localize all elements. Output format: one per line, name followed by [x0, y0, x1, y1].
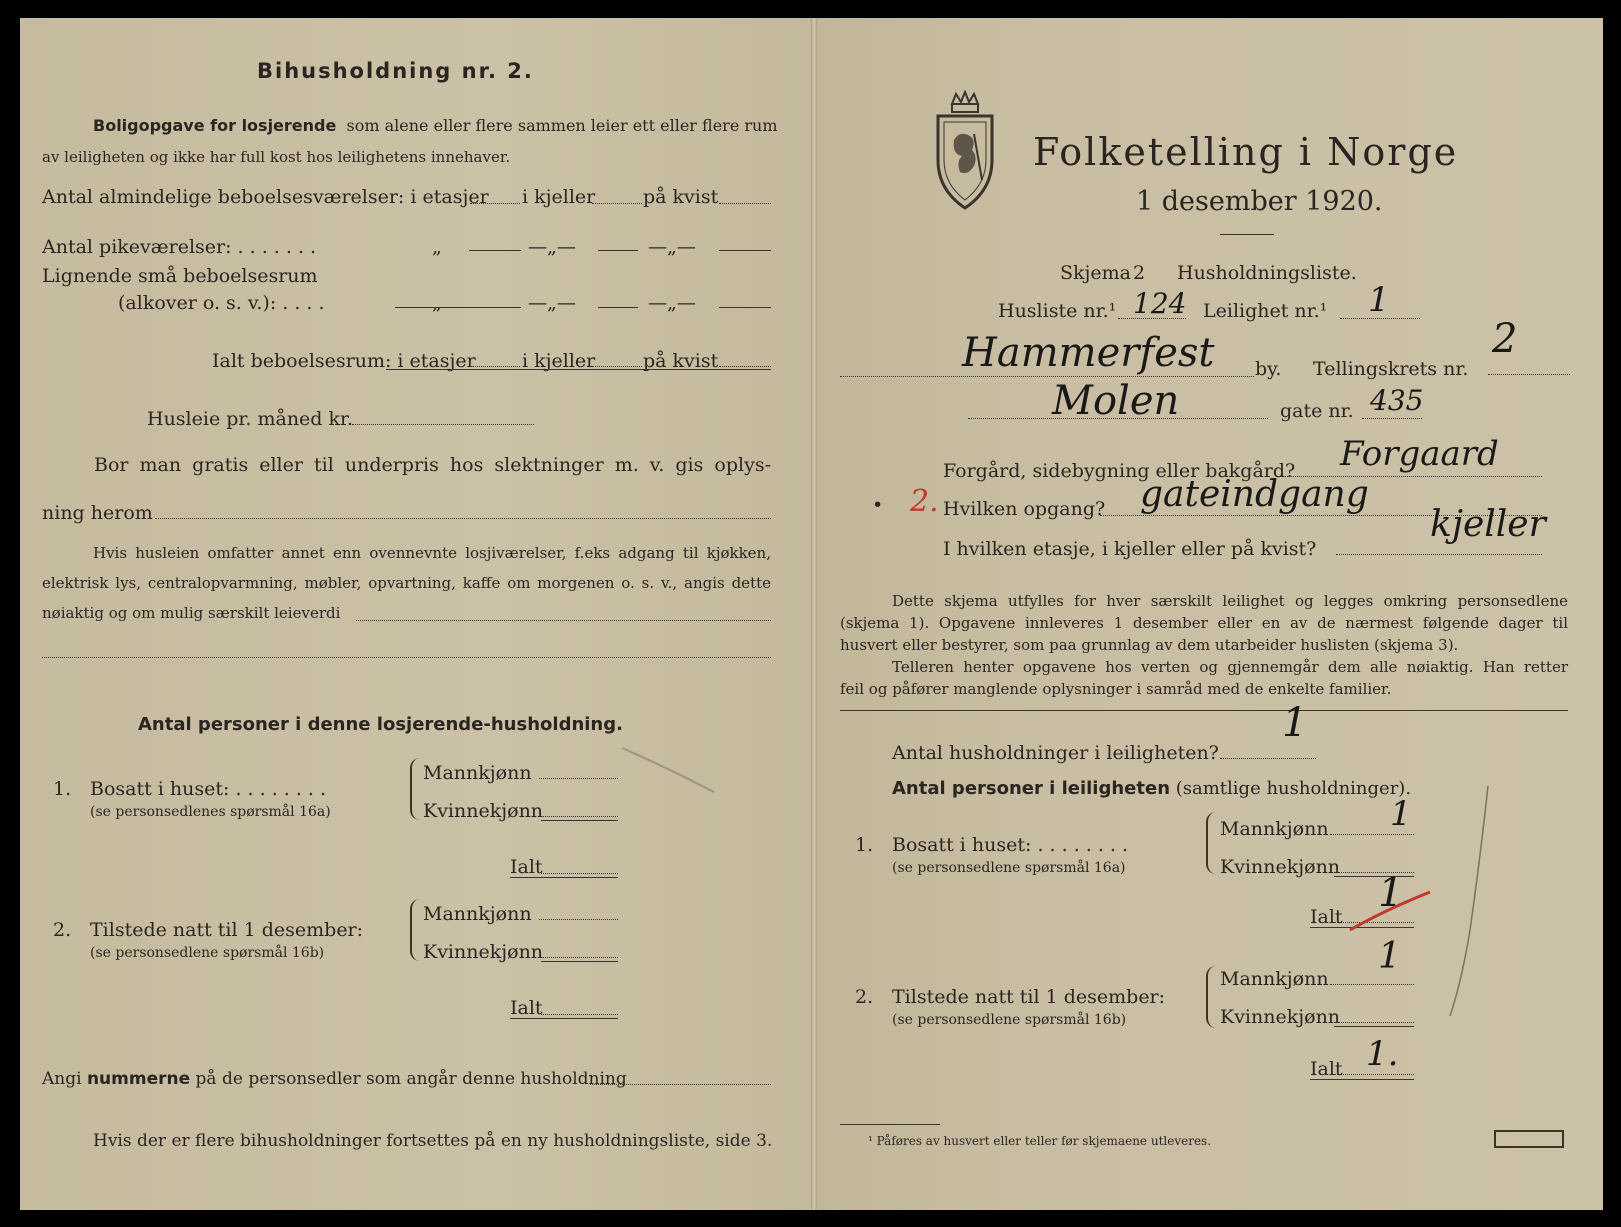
- angi-line: [42, 1068, 627, 1090]
- left-item1-label: Bosatt i huset: . . . . . . . .: [90, 778, 327, 800]
- left-item1-brace: [410, 758, 420, 820]
- left-antal-heading: Antal personer i denne losjerende-husholdning.: [138, 714, 623, 735]
- row-ialt-label: Ialt beboelsesrum: i etasjer: [212, 350, 476, 372]
- left-item2-kvinne-field[interactable]: [541, 957, 618, 958]
- footnote: ¹ Påføres av husvert eller teller før skjemaene utleveres.: [868, 1134, 1212, 1148]
- instr-5: feil og påfører manglende oplysninger i samråd med de enkelte familier.: [840, 680, 1392, 698]
- lignende-field-3[interactable]: [719, 307, 771, 308]
- left-item2-label: Tilstede natt til 1 desember:: [90, 919, 364, 941]
- ditto-3: —„—: [648, 236, 696, 258]
- right-item2-num: 2.: [855, 986, 874, 1008]
- row-antal-label: Antal almindelige beboelsesværelser: i etasjer: [42, 186, 489, 208]
- right-item2-label: Tilstede natt til 1 desember:: [892, 986, 1166, 1008]
- opgang-mark: 2.: [910, 484, 939, 519]
- intro-line2: av leiligheten og ikke har full kost hos leilighetens innehaver.: [42, 148, 511, 166]
- row-lignende-1: Lignende små beboelsesrum: [42, 265, 318, 287]
- right-item2-sub: (se personsedlene spørsmål 16b): [892, 1012, 1127, 1028]
- left-item1-sub: (se personsedlenes spørsmål 16a): [90, 804, 331, 820]
- right-item2-sum-line: [1334, 1026, 1414, 1027]
- field-kvist[interactable]: [719, 203, 771, 204]
- huslist-value[interactable]: 124: [1133, 287, 1187, 320]
- krets-value[interactable]: 2: [1492, 316, 1518, 362]
- ialt-underline: [386, 369, 771, 370]
- left-item1-ialt-field[interactable]: [541, 873, 618, 874]
- right-item2-kvinne: Kvinnekjønn: [1220, 1006, 1341, 1028]
- printer-stamp-icon: [1494, 1130, 1564, 1148]
- right-antal-bold: Antal personer i leiligheten: [892, 778, 1171, 799]
- lignende-field-1[interactable]: [395, 307, 521, 308]
- forgard-value[interactable]: Forgaard: [1340, 434, 1499, 474]
- right-item2-brace: [1206, 966, 1216, 1028]
- pencil-stroke-icon: [1440, 780, 1500, 1020]
- left-item1-kvinne-field[interactable]: [541, 816, 618, 817]
- by-field[interactable]: [840, 376, 1254, 377]
- right-item1-num: 1.: [855, 834, 874, 856]
- instr-rule: [840, 710, 1568, 711]
- instr-4: Telleren henter opgavene hos verten og gjennemgår dem alle nøiaktig. Han retter: [892, 658, 1568, 676]
- left-item1-ialt-underline: [510, 877, 618, 878]
- right-antal-line: [892, 778, 1411, 800]
- husleie-field[interactable]: [352, 424, 534, 425]
- row-bor-2: ning herom: [42, 502, 153, 524]
- right-item1-ialt-value[interactable]: 1: [1378, 870, 1404, 916]
- skjema-post: Husholdningsliste.: [1177, 262, 1357, 284]
- hush-field[interactable]: [1220, 758, 1316, 759]
- ditto-5: —„—: [528, 292, 576, 314]
- by-label: by.: [1255, 358, 1282, 380]
- ialt-label-kvist: på kvist: [643, 350, 719, 372]
- leilighet-label: Leilighet nr.¹: [1203, 300, 1328, 322]
- left-item1-mann-field[interactable]: [539, 778, 618, 779]
- right-item2-ialt: Ialt: [1310, 1058, 1343, 1080]
- page-fold: [811, 18, 817, 1210]
- right-item1-mann-field[interactable]: [1330, 834, 1414, 835]
- right-item2-mann-value[interactable]: 1: [1378, 936, 1401, 977]
- label-kvist: på kvist: [643, 186, 719, 208]
- etasje-value[interactable]: kjeller: [1430, 504, 1546, 545]
- field-etasjer[interactable]: [470, 203, 520, 204]
- forgard-label: Forgård, sidebygning eller bakgård?: [943, 460, 1296, 482]
- left-item2-ialt-field[interactable]: [541, 1014, 618, 1015]
- left-item2-brace: [410, 899, 420, 961]
- title-rule: [1220, 234, 1274, 235]
- instr-3: husvert eller bestyrer, som paa grunnlag av dem utarbeider huslisten (skjema 3).: [840, 636, 1459, 654]
- left-item2-mann-field[interactable]: [539, 919, 618, 920]
- gate-nr-field[interactable]: [1362, 418, 1422, 419]
- red-pencil-mark-icon: [1345, 880, 1435, 940]
- angi-bold: nummerne: [86, 1069, 191, 1089]
- hush-value[interactable]: 1: [1282, 700, 1308, 746]
- left-pencil-stroke-icon: [618, 742, 718, 798]
- lignende-field-2[interactable]: [598, 307, 638, 308]
- krets-field[interactable]: [1488, 374, 1570, 375]
- left-item2-num: 2.: [53, 919, 72, 941]
- gate-nr-value[interactable]: 435: [1370, 384, 1424, 417]
- right-item1-sub: (se personsedlene spørsmål 16a): [892, 860, 1126, 876]
- left-title: Bihusholdning nr. 2.: [257, 59, 534, 83]
- right-item1-label: Bosatt i huset: . . . . . . . .: [892, 834, 1129, 856]
- right-item1-kvinne: Kvinnekjønn: [1220, 856, 1341, 878]
- left-item1-sum-line: [541, 820, 618, 821]
- left-item2-sub: (se personsedlene spørsmål 16b): [90, 945, 325, 961]
- right-antal-rest: (samtlige husholdninger).: [1175, 778, 1412, 799]
- right-item1-ialt: Ialt: [1310, 906, 1343, 928]
- gate-label: gate nr.: [1280, 400, 1354, 422]
- right-item1-mann: Mannkjønn: [1220, 818, 1329, 840]
- hush-label: Antal husholdninger i leiligheten?: [892, 742, 1219, 764]
- left-item2-mann: Mannkjønn: [423, 903, 532, 925]
- right-item2-ialt-value[interactable]: 1.: [1366, 1034, 1399, 1074]
- row-pike-label: Antal pikeværelser: . . . . . . .: [42, 236, 317, 258]
- huslist-field[interactable]: [1118, 318, 1186, 319]
- skjema-pre: Skjema: [1060, 262, 1132, 284]
- huslist-label: Husliste nr.¹: [998, 300, 1117, 322]
- left-item1-num: 1.: [53, 778, 72, 800]
- row-lignende-2: (alkover o. s. v.): . . . .: [118, 292, 325, 314]
- left-item2-kvinne: Kvinnekjønn: [423, 941, 544, 963]
- left-item1-ialt: Ialt: [510, 856, 543, 878]
- left-item2-ialt-underline: [510, 1018, 618, 1019]
- gate-value[interactable]: Molen: [1052, 378, 1180, 424]
- field-kjeller[interactable]: [592, 203, 642, 204]
- intro-rest: som alene eller flere sammen leier ett eller flere rum: [346, 116, 778, 135]
- ditto-6: —„—: [648, 292, 696, 314]
- row-bor-1: Bor man gratis eller til underpris hos slektninger m. v. gis oplys-: [94, 454, 771, 476]
- angi-field[interactable]: [590, 1084, 771, 1085]
- krets-label: Tellingskrets nr.: [1313, 358, 1469, 380]
- instr-1: Dette skjema utfylles for hver særskilt leilighet og legges omkring personsedlene: [892, 592, 1568, 610]
- pike-field-2[interactable]: [598, 250, 638, 251]
- by-value[interactable]: Hammerfest: [962, 330, 1215, 376]
- angi-pre: Angi: [42, 1069, 82, 1089]
- instr-2: (skjema 1). Opgavene innleveres 1 desember eller en av de nærmest følgende dager til: [840, 614, 1568, 632]
- opgang-bullet: •: [872, 494, 884, 516]
- right-item2-mann-field[interactable]: [1330, 984, 1414, 985]
- row-husleie-label: Husleie pr. måned kr.: [147, 408, 354, 430]
- skjema-hand: 2: [1133, 262, 1146, 284]
- right-item2-ialt-underline: [1310, 1079, 1414, 1080]
- etasje-field[interactable]: [1336, 554, 1542, 555]
- ialt-kvist-field[interactable]: [719, 366, 771, 367]
- left-item2-sum-line: [541, 961, 618, 962]
- coat-of-arms-icon: [930, 90, 1000, 212]
- ialt-label-kjeller: i kjeller: [522, 350, 596, 372]
- leilighet-field[interactable]: [1340, 318, 1420, 319]
- bor-field[interactable]: [155, 518, 771, 519]
- para-3: nøiaktig og om mulig særskilt leieverdi: [42, 604, 341, 622]
- ialt-etasjer-field[interactable]: [470, 366, 520, 367]
- right-item1-mann-value[interactable]: 1: [1390, 794, 1412, 834]
- pike-field-3[interactable]: [719, 250, 771, 251]
- footnote-rule: [840, 1124, 940, 1125]
- para-1: Hvis husleien omfatter annet enn ovennevnte losjiværelser, f.eks adgang til kjøkken,: [93, 544, 771, 562]
- leieverdi-field[interactable]: [356, 620, 771, 621]
- right-item1-brace: [1206, 812, 1216, 874]
- right-title: Folketelling i Norge: [1033, 130, 1459, 174]
- intro-line1: [93, 115, 778, 137]
- opgang-value[interactable]: gateindgang: [1140, 474, 1369, 515]
- etasje-label: I hvilken etasje, i kjeller eller på kvist?: [943, 538, 1317, 560]
- leieverdi-field-2[interactable]: [42, 657, 771, 658]
- ditto-2: —„—: [528, 236, 576, 258]
- left-footer: Hvis der er flere bihusholdninger fortsettes på en ny husholdningsliste, side 3.: [93, 1131, 773, 1151]
- opgang-label: Hvilken opgang?: [943, 498, 1106, 520]
- right-item2-kvinne-field[interactable]: [1334, 1022, 1414, 1023]
- left-item2-ialt: Ialt: [510, 997, 543, 1019]
- pike-field-1[interactable]: [469, 250, 521, 251]
- right-item2-mann: Mannkjønn: [1220, 968, 1329, 990]
- right-date: 1 desember 1920.: [1136, 186, 1383, 217]
- left-item1-kvinne: Kvinnekjønn: [423, 800, 544, 822]
- gate-field[interactable]: [968, 418, 1268, 419]
- right-item2-ialt-field[interactable]: [1334, 1074, 1414, 1075]
- left-item1-mann: Mannkjønn: [423, 762, 532, 784]
- ditto-4: „: [432, 292, 442, 314]
- intro-bold: Boligopgave for losjerende: [93, 116, 337, 135]
- ditto-1: „: [432, 236, 442, 258]
- ialt-kjeller-field[interactable]: [592, 366, 642, 367]
- label-kjeller: i kjeller: [522, 186, 596, 208]
- angi-rest: på de personsedler som angår denne husholdning: [195, 1069, 627, 1089]
- para-2: elektrisk lys, centralopvarmning, møbler, opvartning, kaffe om morgenen o. s. v., angis dette: [42, 574, 771, 592]
- leilighet-value[interactable]: 1: [1368, 280, 1390, 320]
